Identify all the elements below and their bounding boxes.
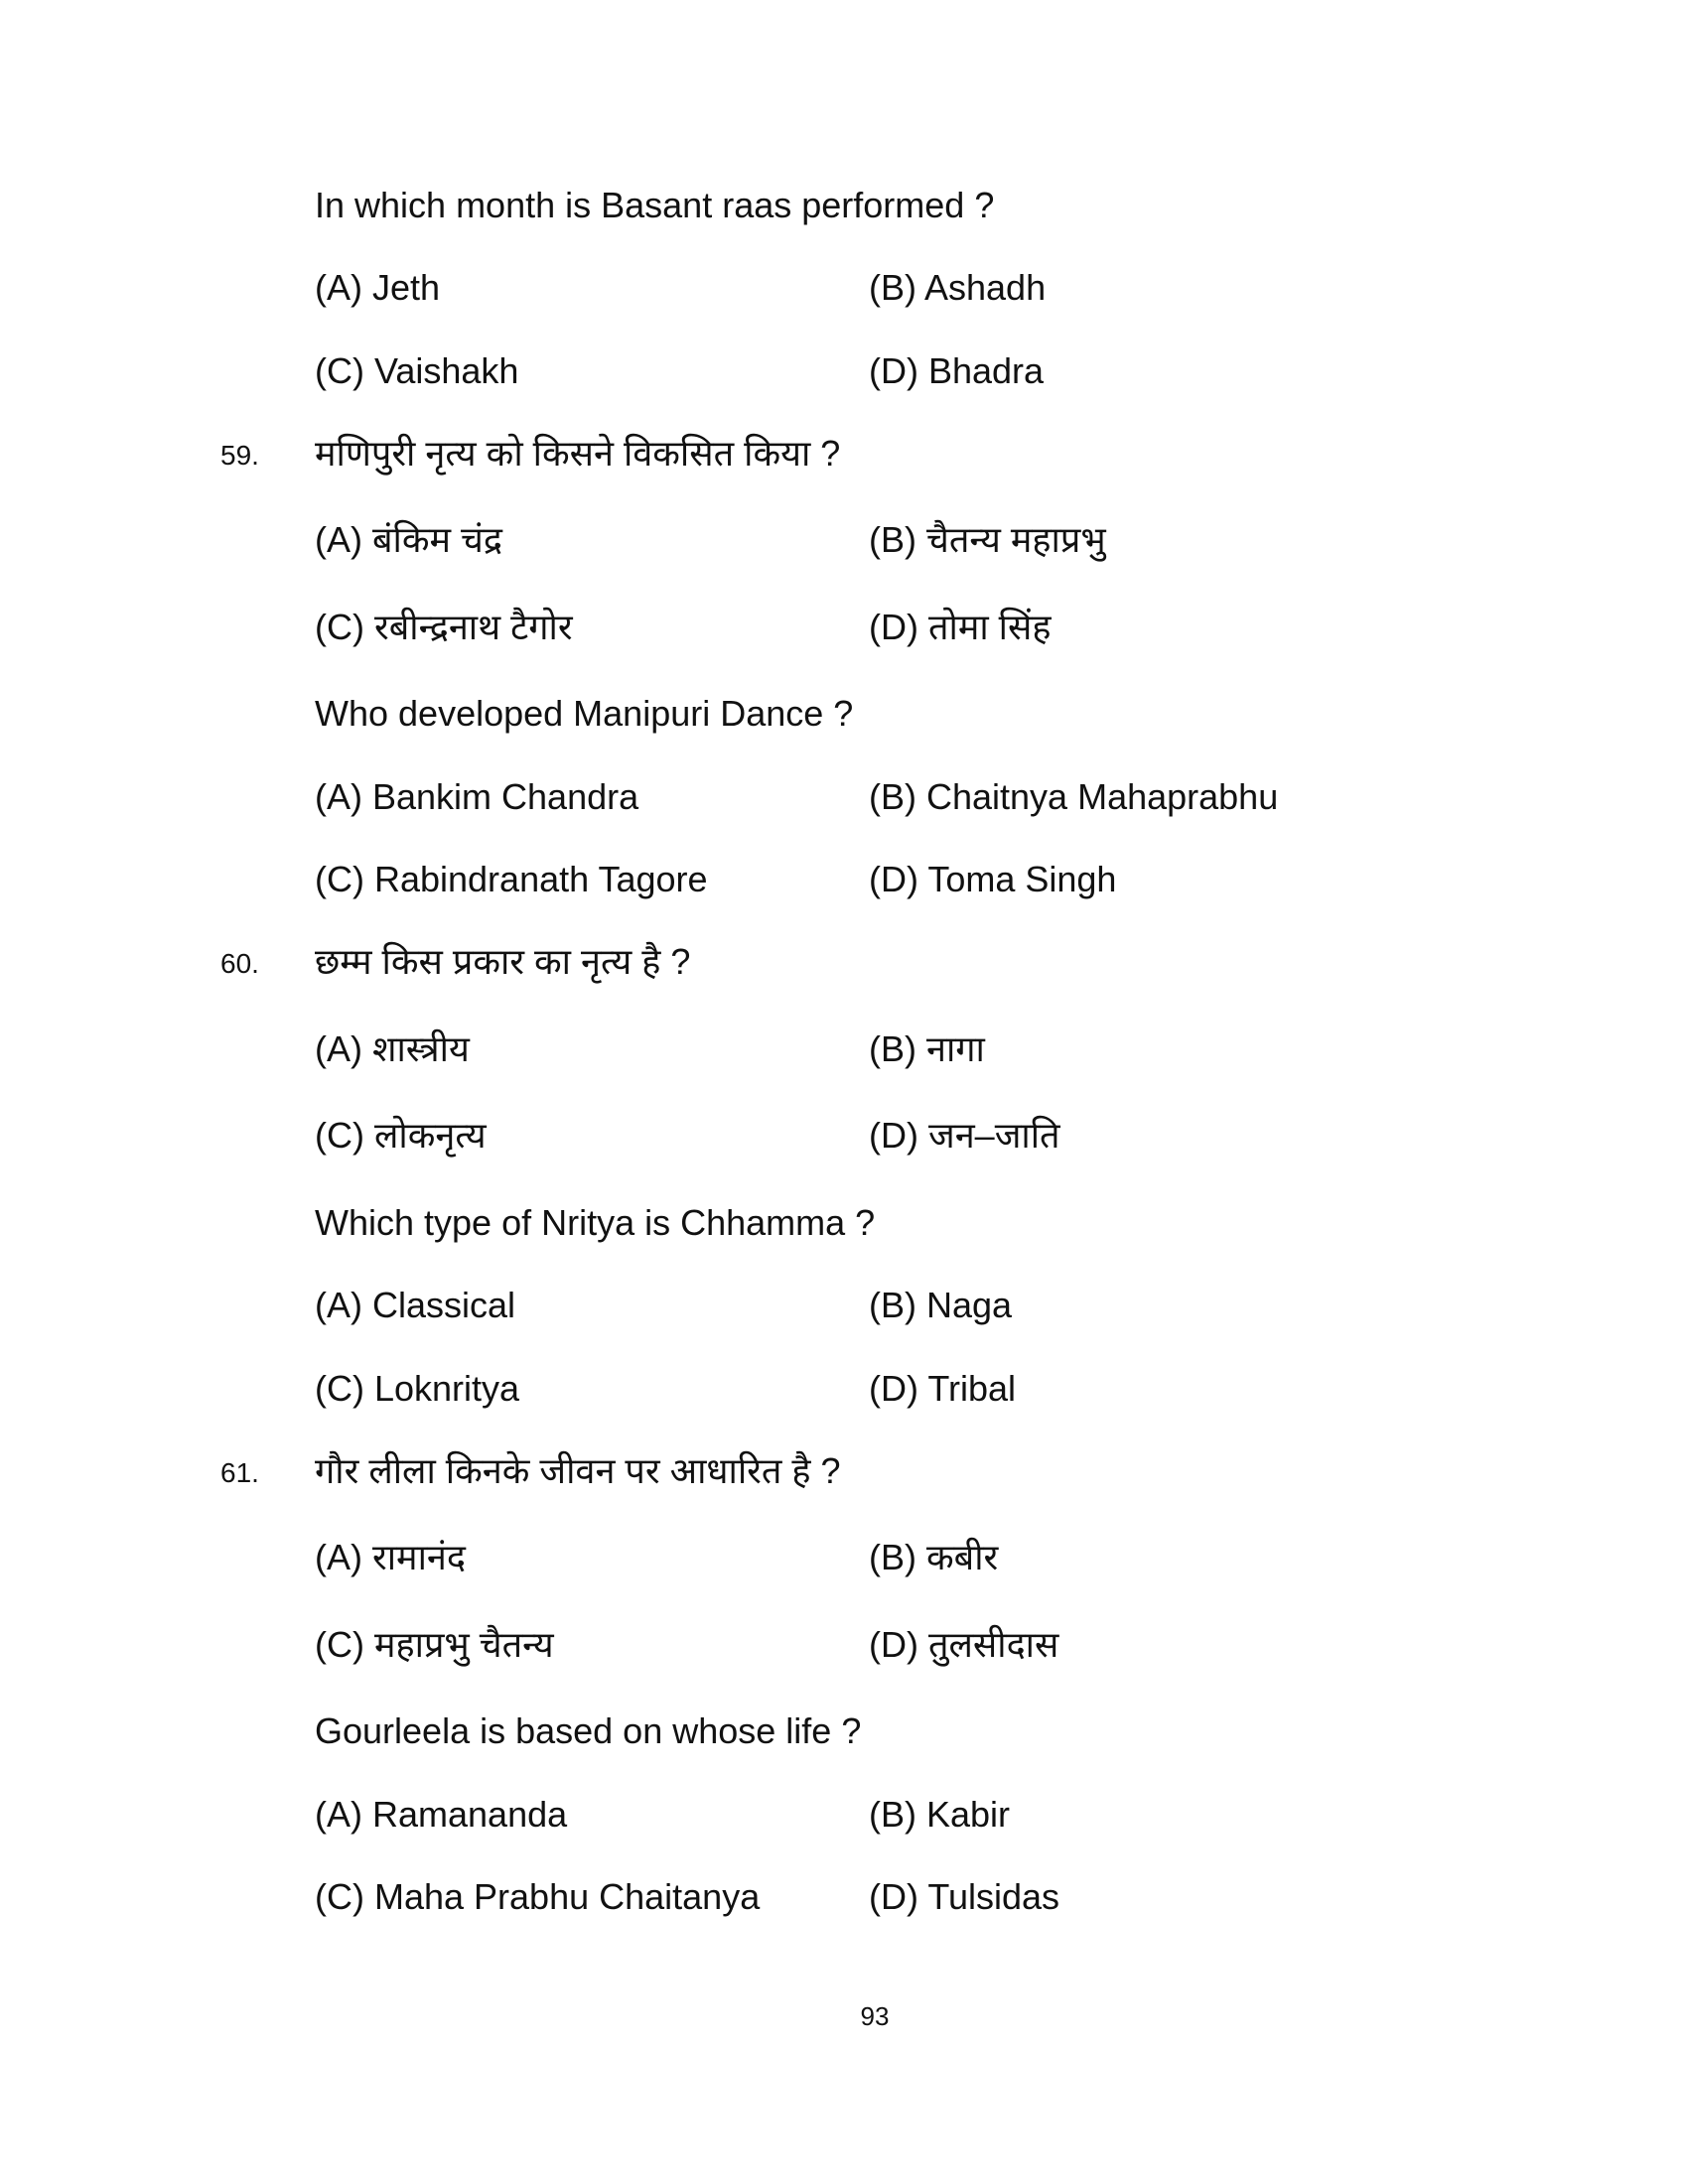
option-d-hindi: (D) जन–जाति — [869, 1115, 1060, 1156]
option-d-hindi: (D) तोमा सिंह — [869, 607, 1052, 647]
option-b-english: (B) Naga — [869, 1285, 1013, 1325]
question-text-hindi: मणिपुरी नृत्य को किसने विकसित किया ? — [315, 433, 841, 474]
option-c-english: (C) Loknritya — [315, 1368, 520, 1409]
option-d-english: (D) Tribal — [869, 1368, 1017, 1409]
option-a-english: (A) Bankim Chandra — [315, 776, 639, 817]
option-c-hindi: (C) महाप्रभु चैतन्य — [315, 1624, 554, 1665]
question-text-english: Who developed Manipuri Dance ? — [315, 693, 854, 734]
option-c-english: (C) Maha Prabhu Chaitanya — [315, 1876, 761, 1917]
option-a-hindi: (A) रामानंद — [315, 1537, 466, 1577]
question-text-english: Which type of Nritya is Chhamma ? — [315, 1202, 876, 1243]
option-a-hindi: (A) शास्त्रीय — [315, 1028, 470, 1069]
question-number: 61. — [220, 1457, 259, 1488]
option-a-english: (A) Ramananda — [315, 1794, 568, 1835]
option-d-english: (D) Toma Singh — [869, 859, 1117, 899]
option-b-hindi: (B) चैतन्य महाप्रभु — [869, 519, 1106, 560]
option-c-hindi: (C) रबीन्द्रनाथ टैगोर — [315, 607, 573, 647]
option-b-english: (B) Kabir — [869, 1794, 1011, 1835]
page-number: 93 — [860, 2001, 890, 2031]
option-a: (A) Jeth — [315, 267, 441, 308]
option-d: (D) Bhadra — [869, 350, 1045, 391]
question-text-hindi: गौर लीला किनके जीवन पर आधारित है ? — [315, 1450, 841, 1491]
option-b-hindi: (B) कबीर — [869, 1537, 999, 1577]
option-b-english: (B) Chaitnya Mahaprabhu — [869, 776, 1279, 817]
question-text-hindi: छम्म किस प्रकार का नृत्य है ? — [315, 941, 691, 982]
option-d-hindi: (D) तुलसीदास — [869, 1624, 1059, 1665]
option-a-english: (A) Classical — [315, 1285, 516, 1325]
question-text-english: Gourleela is based on whose life ? — [315, 1710, 862, 1751]
question-number: 60. — [220, 948, 259, 979]
option-b: (B) Ashadh — [869, 267, 1047, 308]
option-a-hindi: (A) बंकिम चंद्र — [315, 519, 503, 560]
option-c-english: (C) Rabindranath Tagore — [315, 859, 708, 899]
option-c: (C) Vaishakh — [315, 350, 519, 391]
option-d-english: (D) Tulsidas — [869, 1876, 1060, 1917]
option-b-hindi: (B) नागा — [869, 1028, 985, 1069]
option-c-hindi: (C) लोकनृत्य — [315, 1115, 487, 1156]
question-number: 59. — [220, 440, 259, 471]
question-text: In which month is Basant raas performed ? — [315, 185, 995, 225]
